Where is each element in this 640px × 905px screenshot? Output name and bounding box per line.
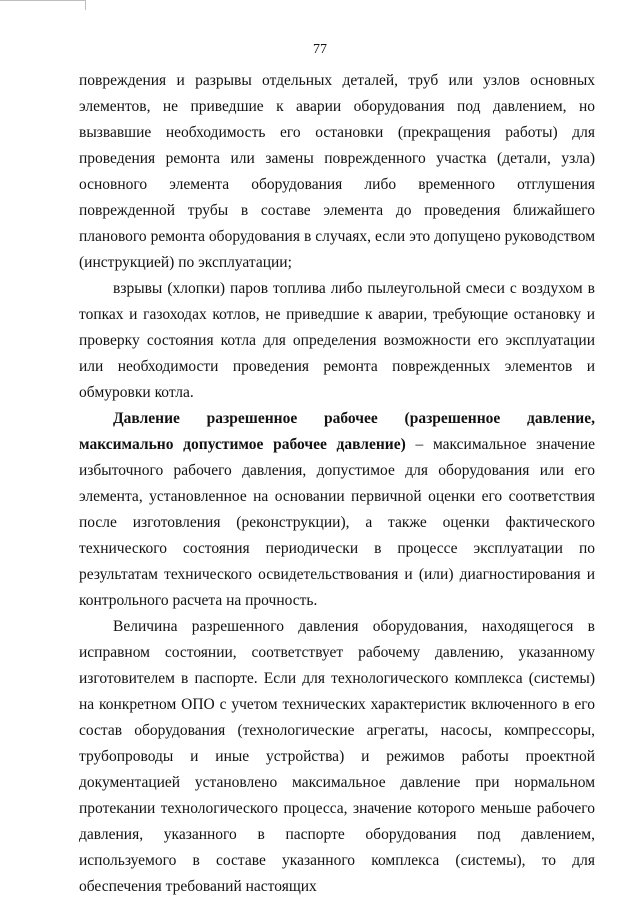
body-text <box>79 68 595 900</box>
paragraph-explosions: взрывы (хлопки) паров топлива либо пылеугольной смеси с воздухом в топках и газоходах котлов, не приведшие к аварии, требующие остановку и проверку состояния котла для определения возможности его эксплуатации или необходимости проведения ремонта поврежденных элементов и обмуровки котла. <box>79 280 595 401</box>
defined-term: Давление разрешенное рабочее (разрешенное давление, максимально допустимое рабочее давление) <box>79 410 595 453</box>
paragraph-continuation: повреждения и разрывы отдельных деталей, труб или узлов основных элементов, не приведшие к аварии оборудования под давлением, но вызвавшие необходимость его остановки (прекращения работы) для проведения ремонта или замены поврежденного участка (детали, узла) основного элемента оборудования либо временного отглушения поврежденной трубы в составе элемента до проведения ближайшего планового ремонта оборудования в случаях, если это допущено руководством (инструкцией) по эксплуатации; <box>79 72 595 271</box>
scan-corner-mark <box>0 0 86 10</box>
paragraph-permitted-pressure-value: Величина разрешенного давления оборудования, находящегося в исправном состоянии, соответствует рабочему давлению, указанному изготовителем в паспорте. Если для технологического комплекса (системы) на конкретном ОПО с учетом технических характеристик включенного в его состав оборудования (технологические агрегаты, насосы, компрессоры, трубопроводы и иные устройства) и режимов работы проектной документацией установлено максимальное давление при нормальном протекании технологического процесса, значение которого меньше рабочего давления, указанного в паспорте оборудования под давлением, используемого в составе указанного комплекса (системы), то для обеспечения требований настоящих <box>79 618 595 895</box>
definition-text: – максимальное значение избыточного рабочего давления, допустимое для оборудования или его элемента, установленное на основании первичной оценки его соответствия после изготовления (реконструкции), а также оценки фактического технического состояния периодически в процессе эксплуатации по результатам технического освидетельствования и (или) диагностирования и контрольного расчета на прочность. <box>79 436 595 609</box>
page-number: 77 <box>313 42 327 57</box>
paragraph-definition-permitted-pressure <box>79 406 595 614</box>
